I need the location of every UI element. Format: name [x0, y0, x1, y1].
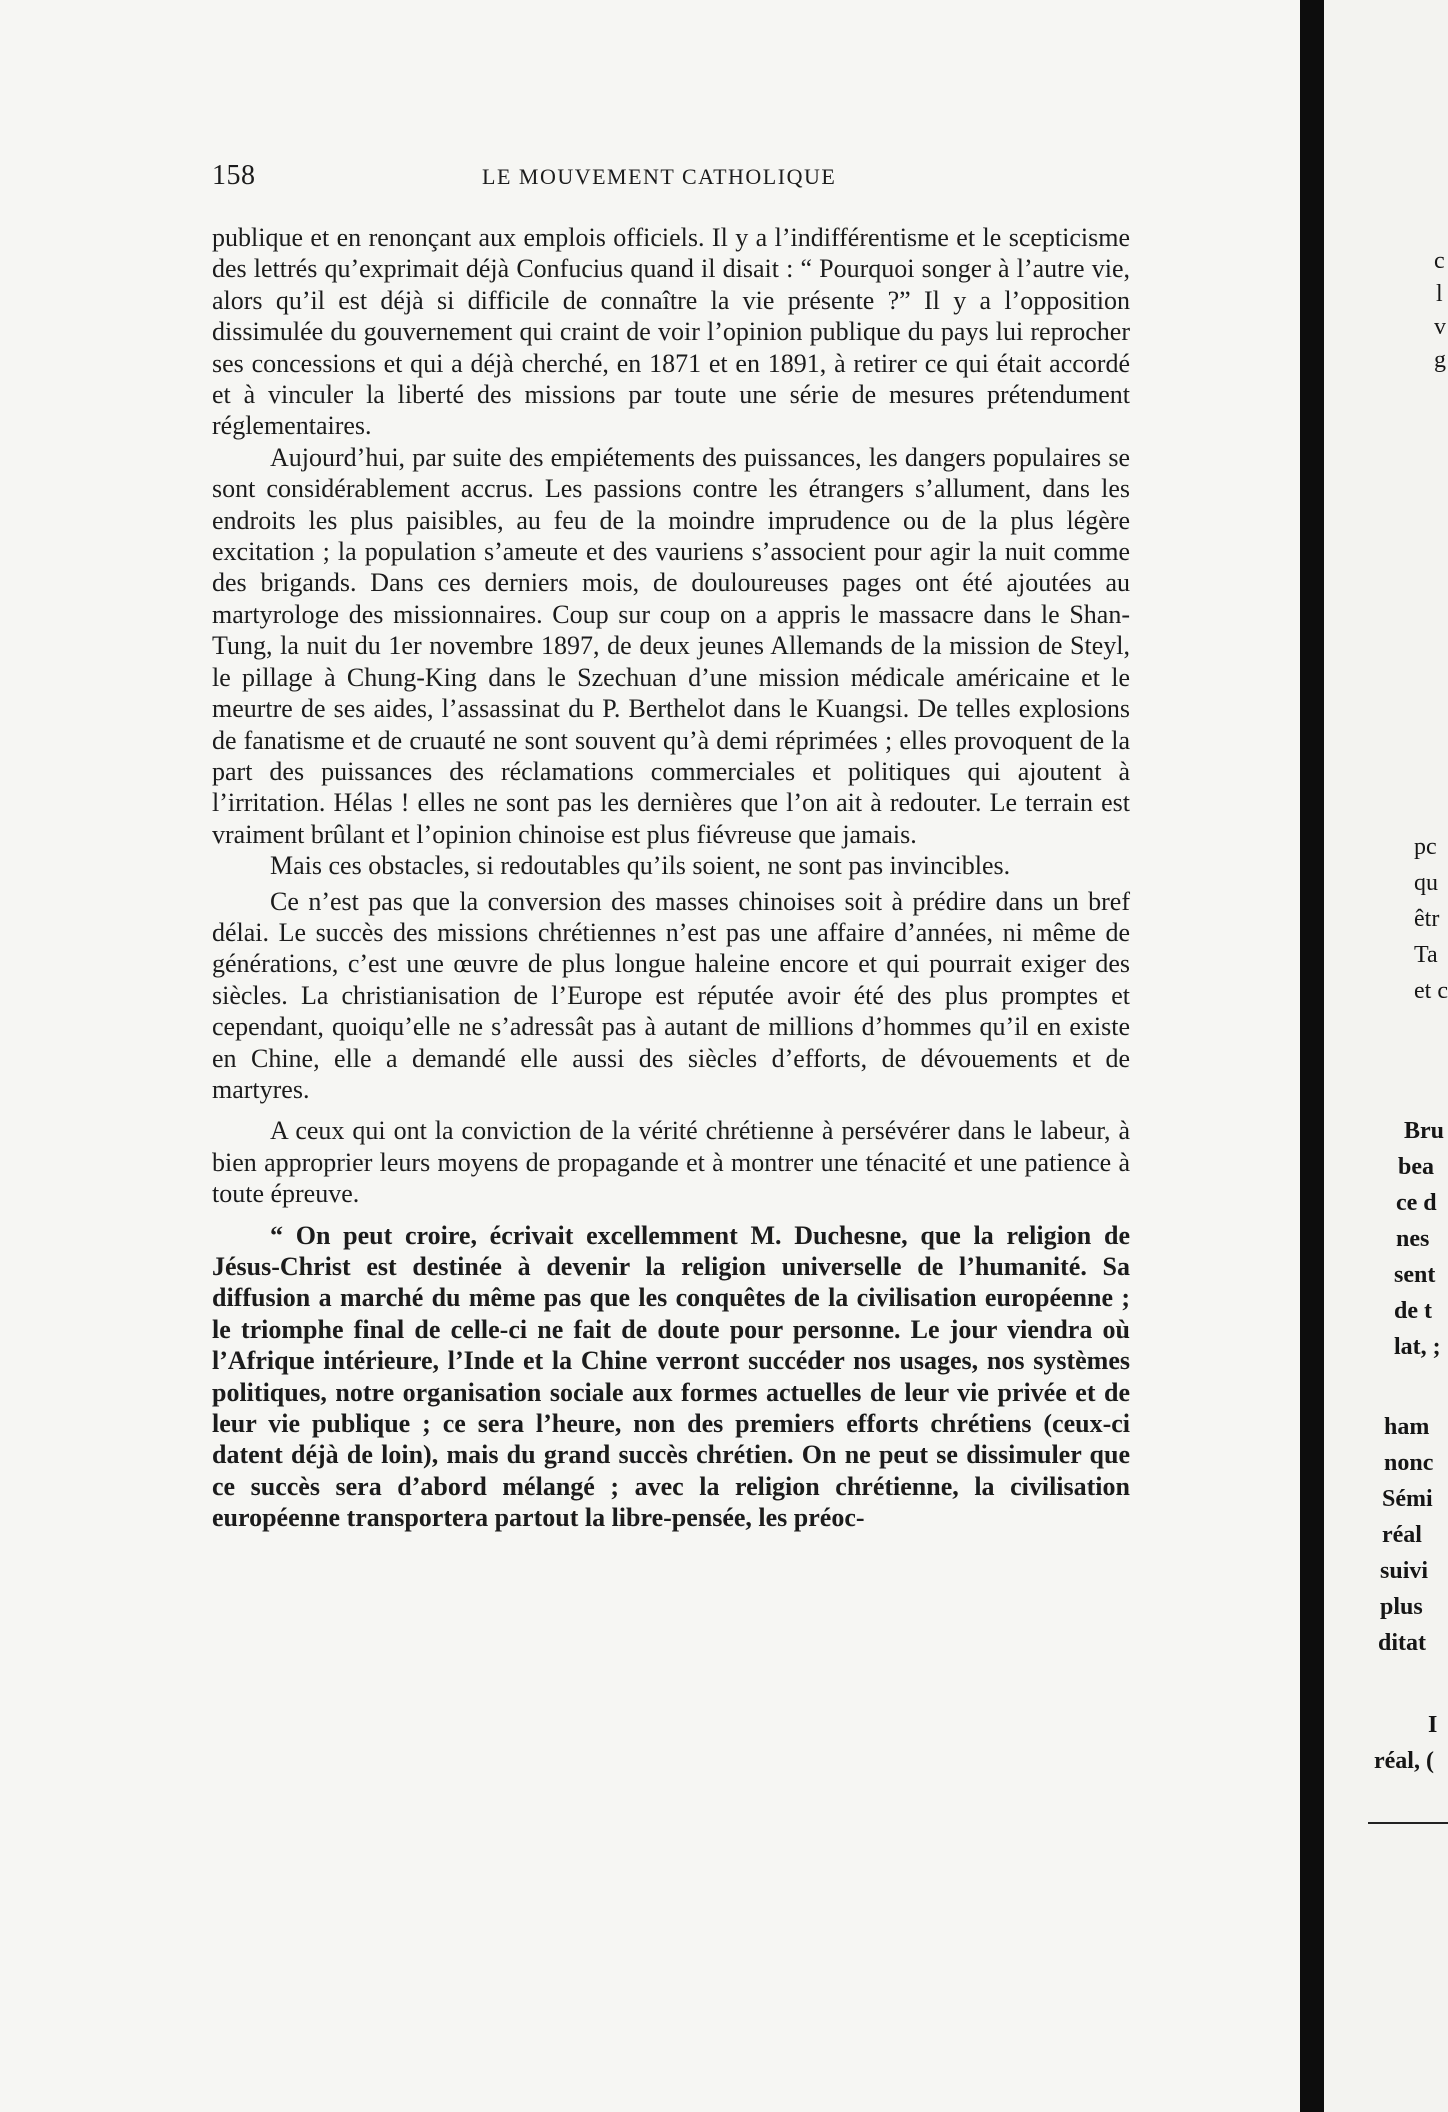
facing-fragment: nonc	[1384, 1450, 1434, 1476]
paragraph-1: publique et en renonçant aux emplois officiels. Il y a l’indifférentisme et le scepticisme des lettrés qu’exprimait déjà Confucius quand il disait : “ Pourquoi songer à l’autre vie, alors qu’il est déjà si difficile de connaître la vie présente ?” Il y a l’opposition dissimulée du gouvernement qui craint de voir l’opinion publique du pays lui reprocher ses concessions et qui a déjà cherché, en 1871 et en 1891, à retirer ce qui était accordé et à vinculer la liberté des missions par toute une série de mesures prétendument réglementaires.	[212, 223, 1130, 441]
facing-fragment: lat, ;	[1394, 1334, 1441, 1360]
facing-fragment: êtr	[1414, 906, 1440, 932]
facing-fragment: I	[1428, 1712, 1438, 1738]
facing-fragment: nes	[1396, 1226, 1430, 1252]
facing-fragment: réal	[1382, 1522, 1422, 1548]
facing-page	[1324, 0, 1448, 2112]
facing-fragment: l	[1436, 281, 1443, 307]
facing-fragment: c	[1434, 248, 1445, 274]
book-gutter	[1300, 0, 1324, 2112]
facing-fragment: suivi	[1380, 1558, 1429, 1584]
paragraph-4: Ce n’est pas que la conversion des masses chinoises soit à prédire dans un bref délai. Le succès des missions chrétiennes n’est pas une affaire d’années, ni même de générations, c’est une œuvre de plus longue haleine encore et qui pourrait exiger des siècles. La christianisation de l’Europe est réputée avoir été des plus promptes et cependant, quoiqu’elle ne s’adressât pas à autant de millions d’hommes qu’il en existe en Chine, elle a demandé elle aussi des siècles d’efforts, de dévouements et de martyres.	[212, 886, 1130, 1104]
running-title: LE MOUVEMENT CATHOLIQUE	[482, 164, 837, 189]
paragraph-5: A ceux qui ont la conviction de la vérité chrétienne à persévérer dans le labeur, à bien approprier leurs moyens de propagande et à montrer une ténacité et une patience à toute épreuve.	[212, 1116, 1130, 1209]
facing-fragment: réal, (	[1374, 1748, 1434, 1774]
facing-fragment: ce d	[1396, 1190, 1437, 1216]
facing-fragment: plus	[1380, 1594, 1423, 1620]
facing-fragment: qu	[1414, 870, 1438, 896]
quote-paragraph: “ On peut croire, écrivait excellemment M. Duchesne, que la religion de Jésus-Christ est destinée à devenir la religion universelle de l’humanité. Sa diffusion a marché du même pas que les conquêtes de la civilisation européenne ; le triomphe final de celle-ci ne fait de doute pour personne. Le jour viendra où l’Afrique intérieure, l’Inde et la Chine verront succéder nos usages, nos systèmes politiques, notre organisation sociale aux formes actuelles de leur vie privée et de leur vie publique ; ce sera l’heure, non des premiers efforts chrétiens (ceux-ci datent déjà de loin), mais du grand succès chrétien. On ne peut se dissimuler que ce succès sera d’abord mélangé ; avec la religion chrétienne, la civilisation européenne transportera partout la libre-pensée, les préoc-	[212, 1220, 1130, 1533]
facing-fragment: bea	[1398, 1154, 1434, 1180]
facing-fragment: g	[1434, 347, 1446, 373]
facing-fragment: Bru	[1404, 1118, 1445, 1144]
page-number: 158	[212, 160, 256, 191]
page-header	[212, 160, 1130, 196]
facing-fragment: pc	[1414, 834, 1437, 860]
facing-fragment: de t	[1394, 1298, 1432, 1324]
facing-fragment: sent	[1394, 1262, 1436, 1288]
facing-fragment: ham	[1384, 1414, 1430, 1440]
paragraph-3: Mais ces obstacles, si redoutables qu’ils soient, ne sont pas invincibles.	[270, 851, 1011, 881]
page-body	[212, 222, 1130, 1534]
facing-fragment: v	[1434, 314, 1446, 340]
paragraph-2: Aujourd’hui, par suite des empiétements des puissances, les dangers populaires se sont considérablement accrus. Les passions contre les étrangers s’allument, dans les endroits les plus paisibles, au feu de la moindre imprudence ou de la plus légère excitation ; la population s’ameute et des vauriens s’associent pour agir la nuit comme des brigands. Dans ces derniers mois, de douloureuses pages ont été ajoutées au martyrologe des missionnaires. Coup sur coup on a appris le massacre dans le Shan-Tung, la nuit du 1er novembre 1897, de deux jeunes Allemands de la mission de Steyl, le pillage à Chung-King dans le Szechuan d’une mission médicale américaine et le meurtre de ses aides, l’assassinat du P. Berthelot dans le Kuangsi. De telles explosions de fanatisme et de cruauté ne sont souvent qu’à demi réprimées ; elles provoquent de la part des puissances des réclamations commerciales et politiques qui ajoutent à l’irritation. Hélas ! elles ne sont pas les dernières que l’on ait à redouter. Le terrain est vraiment brûlant et l’opinion chinoise est plus fiévreuse que jamais.	[212, 442, 1130, 849]
facing-fragment: Ta	[1414, 942, 1438, 968]
facing-fragment: Sémi	[1382, 1486, 1433, 1512]
footnote-rule	[1368, 1822, 1448, 1824]
facing-fragment: et c	[1414, 978, 1448, 1004]
facing-fragment: ditat	[1378, 1630, 1426, 1656]
